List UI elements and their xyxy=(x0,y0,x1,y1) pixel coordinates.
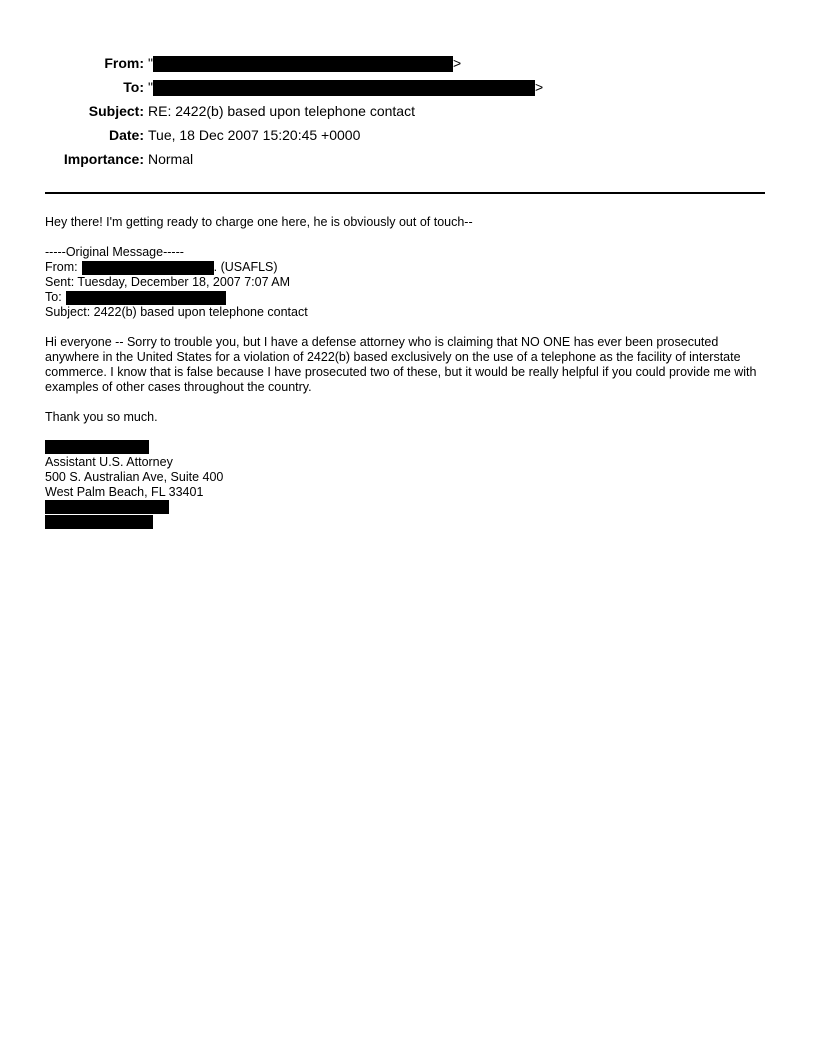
subject-value: RE: 2422(b) based upon telephone contact xyxy=(148,103,415,119)
thanks-line: Thank you so much. xyxy=(45,410,158,424)
redaction-block xyxy=(153,80,535,96)
header-from-row xyxy=(0,53,816,73)
importance-label: Importance: xyxy=(63,151,144,167)
signature-address2: West Palm Beach, FL 33401 xyxy=(45,485,204,499)
signature-title: Assistant U.S. Attorney xyxy=(45,455,173,469)
from-value: " > xyxy=(148,55,462,71)
to-value: " > xyxy=(148,79,544,95)
signature-email-redaction xyxy=(45,515,153,529)
reply-text: Hey there! I'm getting ready to charge one here, he is obviously out of touch-- xyxy=(45,215,473,229)
header-divider xyxy=(45,192,765,194)
original-sent: Sent: Tuesday, December 18, 2007 7:07 AM xyxy=(45,275,291,289)
original-to: To: xyxy=(45,290,773,305)
importance-value: Normal xyxy=(148,151,194,167)
subject-label: Subject: xyxy=(88,103,144,119)
original-from: From: . (USAFLS) xyxy=(45,260,278,274)
header-to-row xyxy=(0,77,816,97)
original-subject: Subject: 2422(b) based upon telephone contact xyxy=(45,305,308,319)
from-label: From: xyxy=(104,55,144,71)
header-subject-row xyxy=(0,101,816,121)
redaction-block xyxy=(66,291,226,305)
original-body: Hi everyone -- Sorry to trouble you, but I have a defense attorney who is claiming that NO ONE has ever been prosecuted anywhere in the United States for a violation of 2422(b) based exclusively on the use of a telephone as the facility of interstate commerce. I know that is false because I have prosecuted two of these, but it would be really helpful if you could provide me with examples of other cases throughout the country. xyxy=(45,335,757,394)
signature-name-redaction xyxy=(45,440,149,454)
original-message-header xyxy=(45,245,773,320)
original-divider: -----Original Message----- xyxy=(45,245,184,259)
date-label: Date: xyxy=(108,127,144,143)
redaction-block xyxy=(82,261,214,275)
signature xyxy=(45,455,773,500)
signature-address1: 500 S. Australian Ave, Suite 400 xyxy=(45,470,224,484)
header-importance-row xyxy=(0,149,816,169)
signature-phone-redaction xyxy=(45,500,169,514)
redaction-block xyxy=(153,56,453,72)
date-value: Tue, 18 Dec 2007 15:20:45 +0000 xyxy=(148,127,361,143)
to-label: To: xyxy=(123,79,144,95)
header-date-row xyxy=(0,125,816,145)
